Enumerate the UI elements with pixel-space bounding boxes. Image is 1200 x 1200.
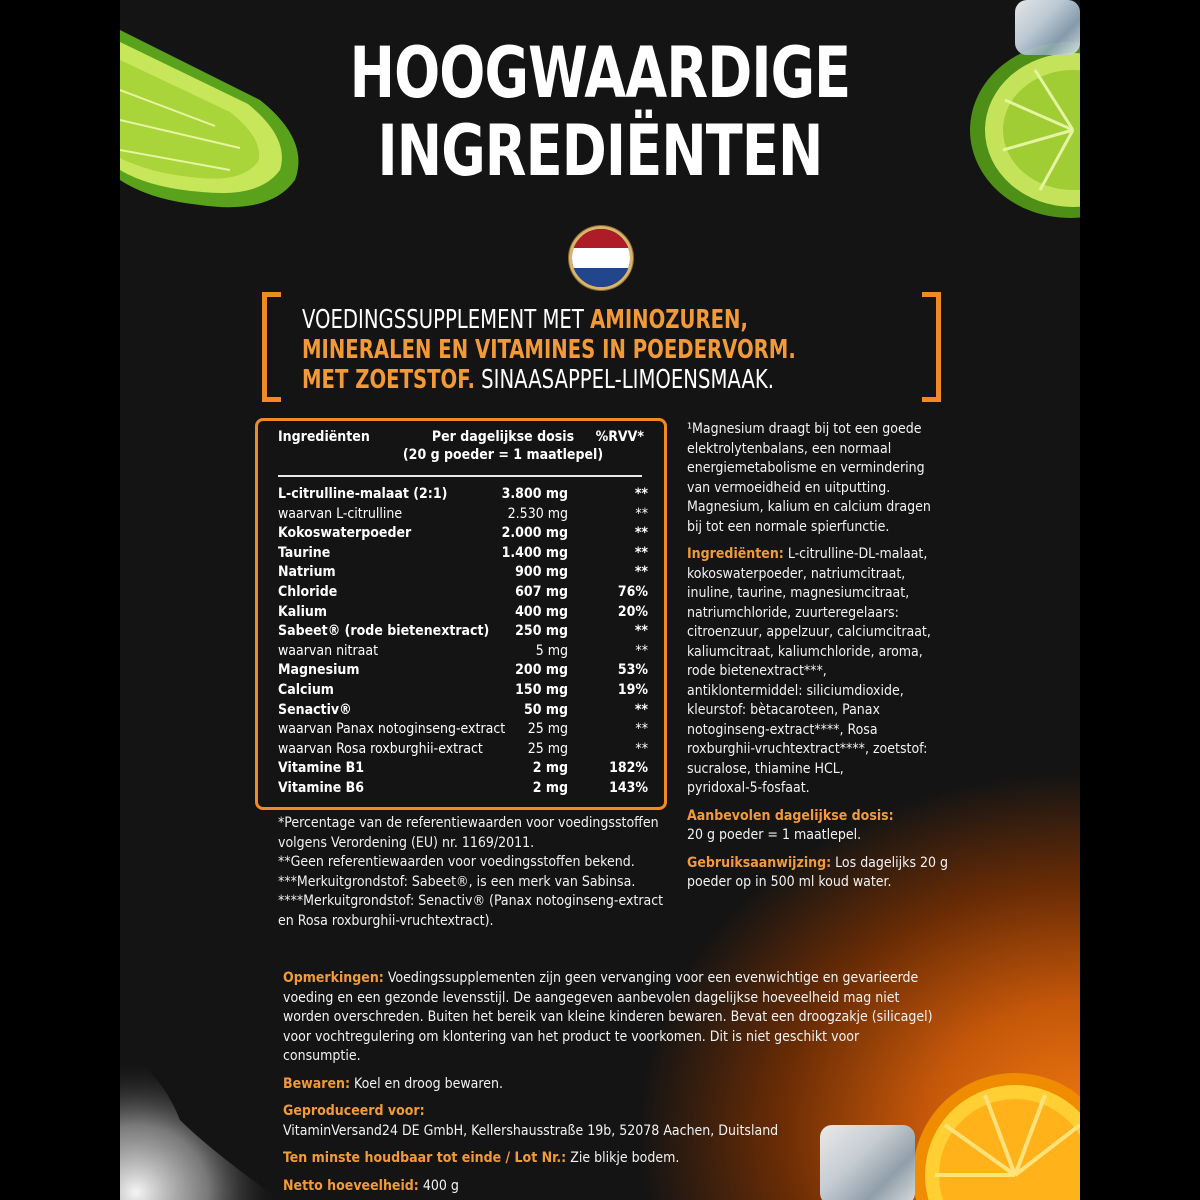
title-line-1: HOOGWAARDIGE	[349, 32, 851, 114]
footnote-line: volgens Verordening (EU) nr. 1169/2011.	[278, 834, 535, 851]
ingredient-rvv: 143%	[609, 780, 648, 796]
storage-text: Koel en droog bewaren.	[350, 1075, 503, 1092]
ice-cube-top-image	[1015, 0, 1080, 55]
ingredient-rvv: **	[635, 505, 648, 522]
table-row	[278, 700, 648, 720]
ingredient-name: Calcium	[278, 682, 334, 698]
table-row	[278, 680, 648, 700]
table-row	[278, 582, 648, 602]
page-title	[187, 34, 1013, 190]
ingredient-rvv: **	[635, 642, 648, 659]
ingredient-amount: 50 mg	[523, 701, 568, 718]
ingredients-line: rode bietenextract***,	[687, 663, 827, 679]
nutrition-table	[255, 418, 667, 810]
ingredients-line: notoginseng-extract****, Rosa	[687, 721, 878, 738]
ingredient-name: Vitamine B6	[278, 780, 365, 796]
footnotes	[278, 814, 698, 931]
ingredients-line: citroenzuur, appelzuur, calciumcitraat,	[687, 624, 931, 640]
bracket-right	[922, 292, 941, 402]
ingredient-name: waarvan Panax notoginseng-extract	[278, 721, 506, 738]
ingredient-rvv: 76%	[617, 584, 648, 600]
flag-stripe-red	[572, 229, 630, 248]
footnote-line: en Rosa roxburghii-vruchtextract).	[278, 912, 494, 929]
dose-label: Aanbevolen dagelijkse dosis:	[687, 807, 894, 824]
footnote-line: ***Merkuitgrondstof: Sabeet®, is een merk van Sabinsa.	[278, 873, 636, 890]
table-row	[278, 602, 648, 622]
remarks-line: voeding en een gezonde levensstijl. De aangegeven aanbevolen dagelijkse hoeveelheid mag niet	[283, 989, 900, 1006]
footnote-line: **Geen referentiewaarden voor voedingsstoffen bekend.	[278, 854, 635, 870]
ingredient-amount: 2.530 mg	[507, 505, 568, 522]
column-header-dose-line-1: Per dagelijkse dosis	[431, 429, 575, 445]
ingredient-amount: 2 mg	[532, 780, 568, 796]
ingredient-amount: 607 mg	[515, 584, 568, 600]
net-quantity-label: Netto hoeveelheid:	[283, 1177, 419, 1194]
column-header-rvv: %RVV*	[595, 429, 644, 445]
netherlands-flag-icon	[569, 226, 633, 290]
note-line: energiemetabolisme en vermindering	[687, 460, 925, 476]
storage-label: Bewaren:	[283, 1075, 351, 1092]
ingredient-name: Vitamine B1	[278, 760, 365, 777]
table-row	[278, 660, 648, 680]
column-header-ingredients: Ingrediënten	[278, 429, 370, 445]
usage-text: Los dagelijks 20 g	[831, 854, 949, 871]
note-line: ¹Magnesium draagt bij tot een goede	[687, 421, 922, 437]
right-column	[687, 420, 987, 893]
table-row	[278, 504, 648, 524]
ingredient-name: Magnesium	[278, 662, 360, 679]
ingredient-name: Senactiv®	[278, 701, 352, 718]
tagline-part-3: MINERALEN EN VITAMINES IN POEDERVORM.	[302, 335, 796, 365]
ingredient-rvv: **	[634, 544, 648, 561]
ingredients-line: kokoswaterpoeder, natriumcitraat,	[687, 565, 906, 582]
ingredient-name: waarvan nitraat	[278, 642, 379, 659]
remarks-label: Opmerkingen:	[283, 970, 384, 986]
best-before-label: Ten minste houdbaar tot einde / Lot Nr.:	[283, 1150, 567, 1166]
remarks-line: worden overschreden. Buiten het bereik van kleine kinderen bewaren. Bevat een droogzakje (silicagel)	[283, 1009, 933, 1025]
dose-block	[687, 807, 987, 846]
remarks-line: Voedingssupplementen zijn geen vervanging voor een evenwichtige en gevarieerde	[383, 970, 919, 986]
note-line: Magnesium, kalium en calcium dragen	[687, 499, 931, 515]
ingredient-name: waarvan L-citrulline	[278, 505, 403, 522]
table-row	[278, 739, 648, 759]
ingredients-label: Ingrediënten:	[687, 546, 784, 562]
footnote-line: *Percentage van de referentiewaarden voor voedingsstoffen	[278, 815, 659, 831]
note-line: van vermoeidheid en uitputting.	[687, 479, 891, 496]
ingredient-rvv: 20%	[617, 603, 648, 620]
usage-label: Gebruiksaanwijzing:	[687, 854, 832, 871]
net-quantity-block	[283, 1177, 1003, 1197]
tagline-part-4: MET ZOETSTOF.	[302, 365, 475, 395]
ingredients-line: inuline, taurine, magnesiumcitraat,	[687, 585, 910, 601]
ingredient-name: Kalium	[278, 603, 327, 620]
ingredient-amount: 2.000 mg	[501, 525, 568, 542]
ingredient-rvv: **	[634, 564, 648, 581]
ingredient-name: Sabeet® (rode bietenextract)	[278, 623, 490, 640]
tagline-part-5: SINAASAPPEL-LIMOENSMAAK.	[474, 365, 775, 395]
ingredient-name: Chloride	[278, 584, 338, 600]
ingredients-line: pyridoxal-5-fosfaat.	[687, 780, 810, 796]
net-quantity-text: 400 g	[418, 1177, 459, 1194]
note-line: bij tot een normale spierfunctie.	[687, 518, 890, 535]
ingredient-amount: 2 mg	[532, 760, 568, 777]
usage-text: poeder op in 500 ml koud water.	[687, 874, 892, 890]
ingredients-line: kaliumcitraat, kaliumchloride, aroma,	[687, 643, 923, 660]
table-row	[278, 758, 648, 778]
column-header-dose-line-2: (20 g poeder = 1 maatlepel)	[402, 447, 604, 463]
table-row	[278, 562, 648, 582]
column-header-dose	[398, 429, 608, 463]
produced-label: Geproduceerd voor:	[283, 1103, 425, 1119]
ingredient-amount: 250 mg	[515, 623, 568, 640]
ingredient-amount: 3.800 mg	[501, 486, 568, 502]
ingredient-rvv: **	[634, 525, 648, 542]
ingredient-amount: 25 mg	[527, 721, 568, 738]
product-panel	[120, 0, 1080, 1200]
table-row	[278, 778, 648, 798]
best-before-block	[283, 1149, 1003, 1169]
ingredient-amount: 1.400 mg	[501, 544, 568, 561]
header-divider	[278, 475, 642, 477]
table-row	[278, 641, 648, 661]
ingredient-rvv: **	[634, 701, 648, 718]
ingredient-name: Taurine	[278, 544, 331, 561]
produced-text: VitaminVersand24 DE GmbH, Kellershausstraße 19b, 52078 Aachen, Duitsland	[283, 1122, 779, 1139]
usage-block	[687, 854, 987, 893]
ingredients-line: L-citrulline-DL-malaat,	[783, 546, 928, 562]
ingredient-name: L-citrulline-malaat (2:1)	[278, 486, 448, 502]
ingredient-rvv: 182%	[609, 760, 648, 777]
ingredient-rvv: **	[634, 486, 648, 502]
tagline-part-2: AMINOZUREN,	[590, 305, 748, 335]
table-row	[278, 621, 648, 641]
tagline-part-1: VOEDINGSSUPPLEMENT MET	[302, 305, 591, 335]
ingredient-amount: 5 mg	[535, 642, 568, 659]
ingredient-rvv: **	[635, 721, 648, 738]
table-row	[278, 484, 648, 504]
ingredient-rvv: **	[635, 740, 648, 757]
ingredients-line: natriumchloride, zuurteregelaars:	[687, 604, 899, 621]
ingredient-amount: 150 mg	[515, 682, 568, 698]
title-line-2: INGREDIËNTEN	[377, 110, 823, 192]
ingredient-amount: 900 mg	[515, 564, 568, 581]
note-line: elektrolytenbalans, een normaal	[687, 440, 892, 457]
ingredient-name: Kokoswaterpoeder	[278, 525, 412, 542]
dose-text: 20 g poeder = 1 maatlepel.	[687, 827, 862, 843]
ingredient-amount: 25 mg	[527, 740, 568, 757]
flag-stripe-white	[572, 248, 630, 267]
magnesium-note	[687, 420, 987, 537]
table-row	[278, 543, 648, 563]
remarks-line: consumptie.	[283, 1048, 361, 1064]
bracket-left	[262, 292, 281, 402]
ingredients-line: kleurstof: bètacaroteen, Panax	[687, 702, 880, 718]
ingredient-name: waarvan Rosa roxburghii-extract	[278, 740, 483, 757]
remarks-block	[283, 969, 1003, 1067]
ingredient-rvv: 19%	[617, 682, 648, 698]
powder-pile-image	[120, 950, 290, 1200]
ingredient-rvv: 53%	[617, 662, 648, 679]
ingredient-amount: 400 mg	[515, 603, 568, 620]
product-description	[302, 305, 840, 395]
ingredient-rvv: **	[634, 623, 648, 640]
ingredient-amount: 200 mg	[515, 662, 568, 679]
ingredient-name: Natrium	[278, 564, 336, 581]
ingredients-line: roxburghii-vruchtextract****, zoetstof:	[687, 741, 928, 757]
ingredients-line: sucralose, thiamine HCL,	[687, 760, 844, 777]
best-before-text: Zie blikje bodem.	[566, 1150, 680, 1166]
ingredients-list	[687, 545, 987, 799]
produced-block	[283, 1102, 1003, 1141]
remarks-line: voor vochtregulering om klontering van het product te voorkomen. Dit is niet geschikt voor	[283, 1028, 860, 1045]
flag-stripe-blue	[572, 268, 630, 287]
ingredients-line: antiklontermiddel: siliciumdioxide,	[687, 682, 904, 699]
bottom-info	[283, 969, 1003, 1196]
table-row	[278, 523, 648, 543]
storage-block	[283, 1075, 1003, 1095]
footnote-line: ****Merkuitgrondstof: Senactiv® (Panax notoginseng-extract	[278, 893, 664, 909]
table-row	[278, 719, 648, 739]
